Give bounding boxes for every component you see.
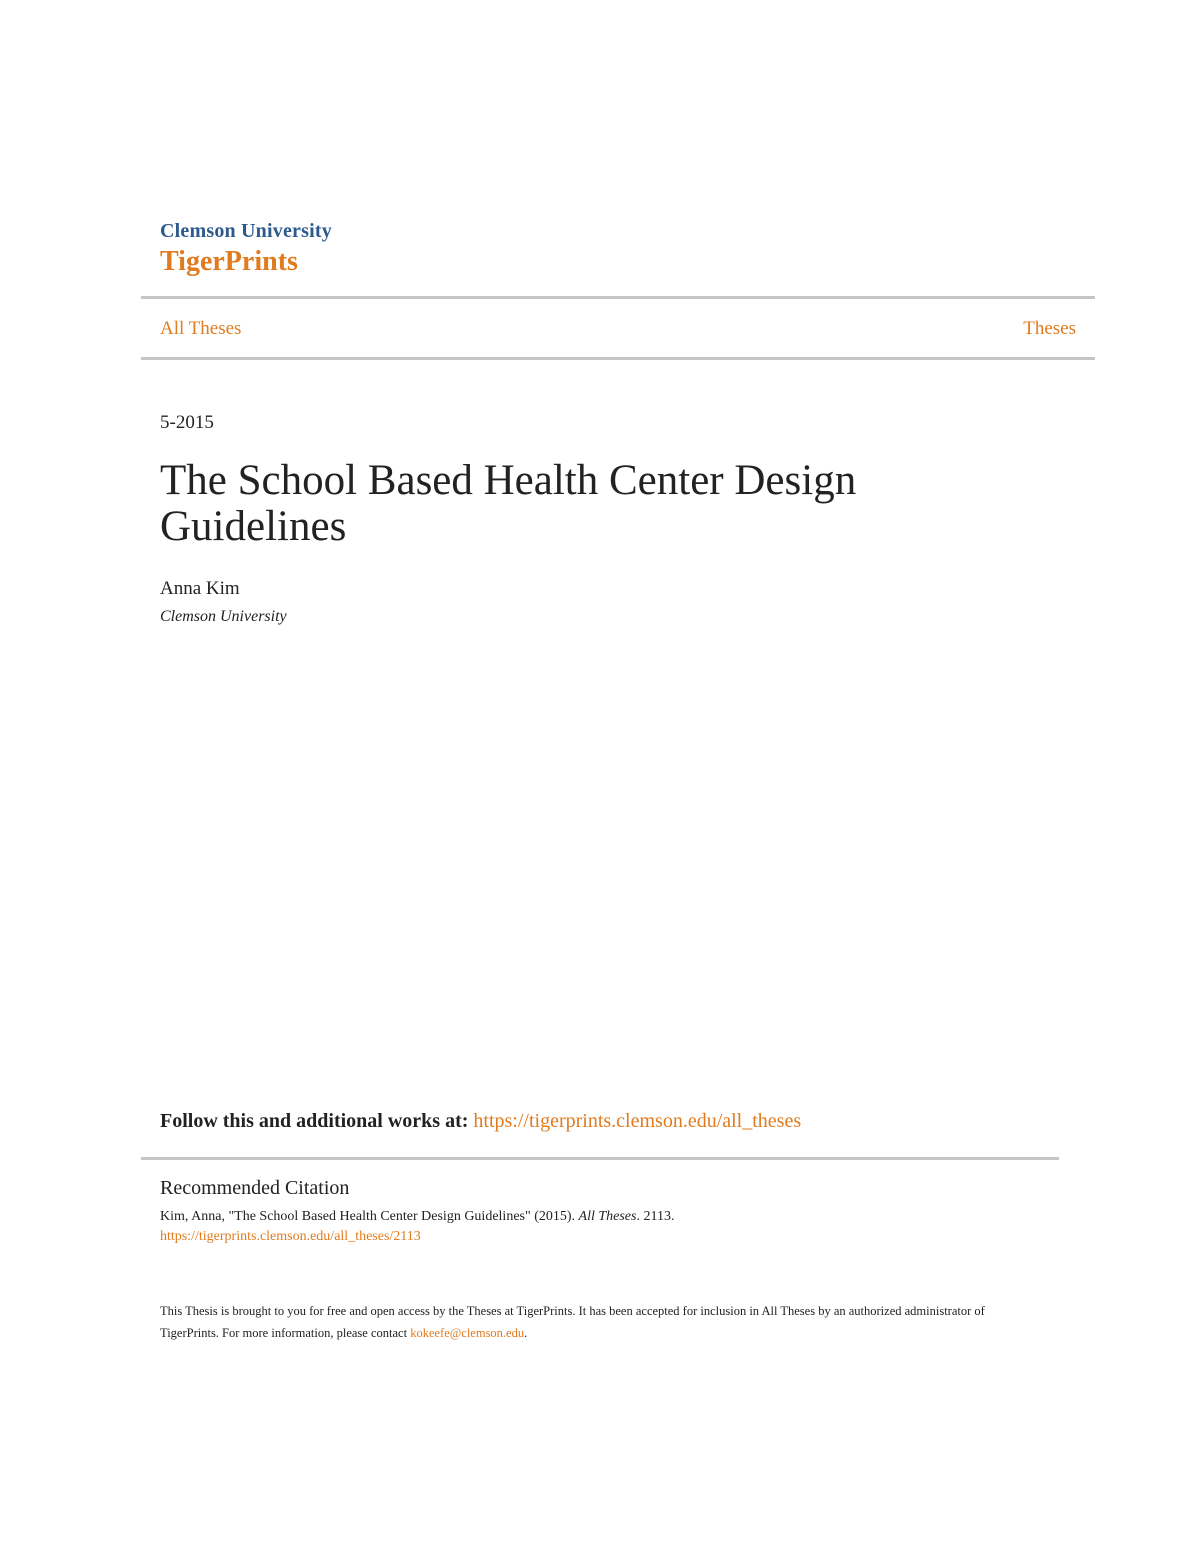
document-title: The School Based Health Center Design Guidelines: [160, 457, 857, 550]
author-name: Anna Kim: [160, 578, 240, 599]
follow-label: Follow this and additional works at:: [160, 1110, 469, 1132]
citation-divider: [141, 1157, 1059, 1160]
repository-logo-text: TigerPrints: [160, 246, 298, 277]
nav-divider: [141, 357, 1095, 360]
citation-prefix: Kim, Anna, "The School Based Health Center Design Guidelines" (2015).: [160, 1209, 579, 1224]
access-notice: [160, 1300, 1040, 1344]
follow-line: [160, 1110, 801, 1133]
contact-email-link[interactable]: kokeefe@clemson.edu: [410, 1326, 525, 1340]
citation-text: [160, 1209, 674, 1225]
all-theses-link[interactable]: All Theses: [160, 318, 242, 339]
publication-date: 5-2015: [160, 412, 214, 433]
notice-end: .: [524, 1326, 528, 1340]
citation-suffix: . 2113.: [636, 1209, 675, 1224]
citation-heading: Recommended Citation: [160, 1177, 350, 1199]
author-affiliation: Clemson University: [160, 608, 287, 625]
theses-link[interactable]: Theses: [1023, 318, 1076, 339]
notice-text: This Thesis is brought to you for free and open access by the Theses at TigerPrints. It has been accepted for inclusion in All Theses by an authorized administrator of TigerPrints. For more information, please contact: [160, 1304, 985, 1340]
top-divider: [141, 296, 1095, 299]
university-name: Clemson University: [160, 220, 332, 242]
collection-url-link[interactable]: https://tigerprints.clemson.edu/all_theses: [473, 1110, 802, 1132]
citation-url-link[interactable]: https://tigerprints.clemson.edu/all_theses/2113: [160, 1229, 421, 1244]
citation-series: All Theses: [578, 1209, 637, 1224]
